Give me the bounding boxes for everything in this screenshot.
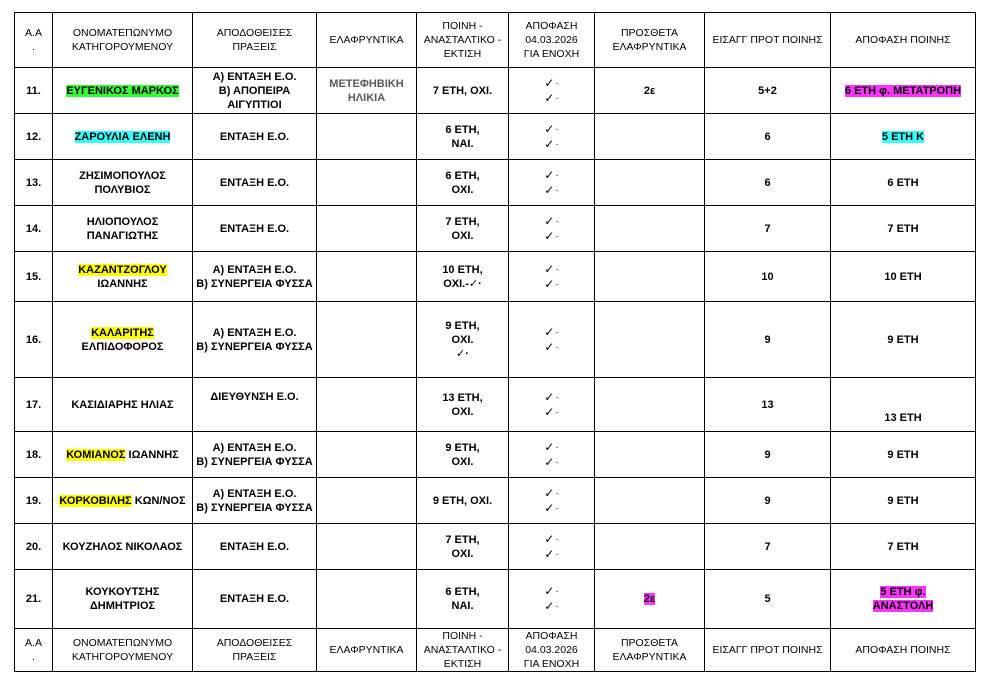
- final-sentence: [831, 378, 976, 432]
- charged-acts: Α) ΕΝΤΑΞΗ Ε.Ο. Β) ΑΠΟΠΕΙΡΑ ΑΙΓΥΠΤΙΟΙ: [193, 68, 317, 114]
- check-mark-icon: ✓ ·: [511, 486, 592, 501]
- penalty: 7 ΕΤΗ, ΟΧΙ.: [417, 206, 509, 252]
- final-sentence-value: 5 ΕΤΗ φ. ΑΝΑΣΤΟΛΗ: [872, 586, 934, 612]
- decision-checks: [509, 302, 595, 378]
- table-row: [15, 252, 976, 302]
- final-sentence: [831, 68, 976, 114]
- col-header-ext: ΕΛΑΦΡΥΝΤΙΚΑ: [317, 13, 417, 68]
- defendant-name-text: ΙΩΑΝΝΗΣ: [97, 277, 148, 290]
- defendant-name-text: ΚΩΝ/ΝΟΣ: [131, 494, 186, 507]
- check-mark-icon: ✓ ·: [511, 532, 592, 547]
- prosecutor-proposal: 5: [705, 570, 831, 629]
- charged-acts: Α) ΕΝΤΑΞΗ Ε.Ο. Β) ΣΥΝΕΡΓΕΙΑ ΦΥΣΣΑ: [193, 302, 317, 378]
- charged-acts: Α) ΕΝΤΑΞΗ Ε.Ο. Β) ΣΥΝΕΡΓΕΙΑ ΦΥΣΣΑ: [193, 252, 317, 302]
- penalty: 9 ΕΤΗ, ΟΧΙ. ✓·: [417, 302, 509, 378]
- row-number: 14.: [15, 206, 53, 252]
- extenuating-circumstances: [317, 160, 417, 206]
- check-mark-icon: ✓ ·: [511, 547, 592, 562]
- penalty: 6 ΕΤΗ, ΝΑΙ.: [417, 570, 509, 629]
- col-header-final: ΑΠΟΦΑΣΗ ΠΟΙΝΗΣ: [831, 13, 976, 68]
- extenuating-circumstances: [317, 478, 417, 524]
- charged-acts: ΕΝΤΑΞΗ Ε.Ο.: [193, 206, 317, 252]
- penalty: 10 ΕΤΗ, ΟΧΙ.-✓·: [417, 252, 509, 302]
- col-header-aa: Α.Α .: [15, 13, 53, 68]
- extra-extenuating: [595, 206, 705, 252]
- check-mark-icon: ✓ ·: [511, 91, 592, 106]
- extenuating-circumstances: ΜΕΤΕΦΗΒΙΚΗ ΗΛΙΚΙΑ: [317, 68, 417, 114]
- decision-checks: [509, 160, 595, 206]
- table-row: [15, 160, 976, 206]
- row-number: 12.: [15, 114, 53, 160]
- defendant-name-text: ΚΟΥΚΟΥΤΣΗΣ ΔΗΜΗΤΡΙΟΣ: [85, 586, 160, 612]
- prosecutor-proposal: 5+2: [705, 68, 831, 114]
- check-mark-icon: ✓ ·: [511, 76, 592, 91]
- penalty: 13 ΕΤΗ, ΟΧΙ.: [417, 378, 509, 432]
- col-header-prosecutor: ΕΙΣΑΓΓ ΠΡΟΤ ΠΟΙΝΗΣ: [705, 13, 831, 68]
- extra-extenuating-value: 2ε: [643, 593, 656, 605]
- final-sentence-value: 5 ΕΤΗ Κ: [881, 130, 925, 143]
- prosecutor-proposal: 7: [705, 524, 831, 570]
- decision-checks: [509, 570, 595, 629]
- col-footer-ext: ΕΛΑΦΡΥΝΤΙΚΑ: [317, 629, 417, 672]
- extenuating-circumstances: [317, 432, 417, 478]
- extra-extenuating: [595, 252, 705, 302]
- final-sentence-value: 7 ΕΤΗ: [887, 222, 919, 235]
- final-sentence: [831, 478, 976, 524]
- extenuating-circumstances: [317, 570, 417, 629]
- check-mark-icon: ✓ ·: [511, 229, 592, 244]
- check-mark-icon: ✓ ·: [511, 277, 592, 292]
- check-mark-icon: ✓ ·: [511, 584, 592, 599]
- header-row-top: [15, 13, 976, 68]
- extenuating-circumstances: [317, 378, 417, 432]
- final-sentence-value: 9 ΕΤΗ: [887, 494, 919, 507]
- defendant-name: [53, 478, 193, 524]
- charged-acts: ΕΝΤΑΞΗ Ε.Ο.: [193, 524, 317, 570]
- final-sentence-value: 9 ΕΤΗ: [887, 333, 919, 346]
- table-row: [15, 378, 976, 432]
- prosecutor-proposal: 10: [705, 252, 831, 302]
- final-sentence-value: 10 ΕΤΗ: [884, 270, 922, 283]
- table-row: [15, 114, 976, 160]
- extra-extenuating: [595, 478, 705, 524]
- charged-acts: ΕΝΤΑΞΗ Ε.Ο.: [193, 570, 317, 629]
- defendant-name-highlighted: ΚΟΡΚΟΒΙΛΗΣ: [59, 494, 132, 507]
- row-number: 20.: [15, 524, 53, 570]
- row-number: 15.: [15, 252, 53, 302]
- defendant-name: [53, 160, 193, 206]
- extra-extenuating: [595, 302, 705, 378]
- table-row: [15, 524, 976, 570]
- decision-checks: [509, 524, 595, 570]
- prosecutor-proposal: 6: [705, 160, 831, 206]
- extra-extenuating: [595, 68, 705, 114]
- charged-acts: Α) ΕΝΤΑΞΗ Ε.Ο. Β) ΣΥΝΕΡΓΕΙΑ ΦΥΣΣΑ: [193, 478, 317, 524]
- table-row: [15, 68, 976, 114]
- extra-extenuating: [595, 432, 705, 478]
- decision-checks: [509, 68, 595, 114]
- final-sentence: [831, 432, 976, 478]
- charged-acts: ΕΝΤΑΞΗ Ε.Ο.: [193, 114, 317, 160]
- penalty: 6 ΕΤΗ, ΟΧΙ.: [417, 160, 509, 206]
- defendant-name: [53, 432, 193, 478]
- charged-acts: ΕΝΤΑΞΗ Ε.Ο.: [193, 160, 317, 206]
- defendant-name-text: ΚΟΥΖΗΛΟΣ ΝΙΚΟΛΑΟΣ: [62, 540, 183, 553]
- header-row-bottom: [15, 629, 976, 672]
- penalty: 7 ΕΤΗ, ΟΧΙ.: [417, 524, 509, 570]
- charged-acts: Α) ΕΝΤΑΞΗ Ε.Ο. Β) ΣΥΝΕΡΓΕΙΑ ΦΥΣΣΑ: [193, 432, 317, 478]
- defendant-name: [53, 302, 193, 378]
- prosecutor-proposal: 9: [705, 478, 831, 524]
- row-number: 13.: [15, 160, 53, 206]
- defendant-name: [53, 570, 193, 629]
- row-number: 16.: [15, 302, 53, 378]
- final-sentence: [831, 160, 976, 206]
- extra-extenuating: [595, 524, 705, 570]
- col-header-acts: ΑΠΟΔΟΘΕΙΣΕΣ ΠΡΑΞΕΙΣ: [193, 13, 317, 68]
- extra-extenuating: [595, 378, 705, 432]
- col-footer-acts: ΑΠΟΔΟΘΕΙΣΕΣ ΠΡΑΞΕΙΣ: [193, 629, 317, 672]
- penalty: 9 ΕΤΗ, ΟΧΙ.: [417, 432, 509, 478]
- prosecutor-proposal: 7: [705, 206, 831, 252]
- col-footer-prosecutor: ΕΙΣΑΓΓ ΠΡΟΤ ΠΟΙΝΗΣ: [705, 629, 831, 672]
- col-header-decision: ΑΠΟΦΑΣΗ 04.03.2026 ΓΙΑ ΕΝΟΧΗ: [509, 13, 595, 68]
- row-number: 17.: [15, 378, 53, 432]
- check-mark-icon: ✓ ·: [511, 137, 592, 152]
- defendant-name: [53, 206, 193, 252]
- col-header-name: ΟΝΟΜΑΤΕΠΩΝΥΜΟ ΚΑΤΗΓΟΡΟΥΜΕΝΟΥ: [53, 13, 193, 68]
- defendant-name: [53, 524, 193, 570]
- decision-checks: [509, 252, 595, 302]
- defendant-name-text: ΗΛΙΟΠΟΥΛΟΣ ΠΑΝΑΓΙΩΤΗΣ: [86, 215, 159, 242]
- table-row: [15, 302, 976, 378]
- final-sentence: [831, 114, 976, 160]
- check-mark-icon: ✓ ·: [511, 122, 592, 137]
- check-mark-icon: ✓ ·: [511, 168, 592, 183]
- check-mark-icon: ✓ ·: [511, 599, 592, 614]
- check-mark-icon: ✓ ·: [511, 390, 592, 405]
- table-row: [15, 570, 976, 629]
- defendant-name: [53, 378, 193, 432]
- penalty: 7 ΕΤΗ, ΟΧΙ.: [417, 68, 509, 114]
- final-sentence-value: 6 ΕΤΗ: [887, 176, 919, 189]
- table-row: [15, 478, 976, 524]
- check-mark-icon: ✓ ·: [511, 501, 592, 516]
- table-row: [15, 206, 976, 252]
- col-header-extra-ext: ΠΡΟΣΘΕΤΑ ΕΛΑΦΡΥΝΤΙΚΑ: [595, 13, 705, 68]
- final-sentence-value: 6 ΕΤΗ φ. ΜΕΤΑΤΡΟΠΗ: [844, 84, 962, 97]
- defendant-name-text: ΚΑΣΙΔΙΑΡΗΣ ΗΛΙΑΣ: [71, 398, 174, 411]
- col-footer-penalty: ΠΟΙΝΗ - ΑΝΑΣΤΑΛΤΙΚΟ - ΕΚΤΙΣΗ: [417, 629, 509, 672]
- col-footer-aa: Α.Α .: [15, 629, 53, 672]
- check-mark-icon: ✓ ·: [511, 214, 592, 229]
- defendant-name-highlighted: ΚΑΛΑΡΙΤΗΣ: [91, 326, 154, 339]
- final-sentence: [831, 570, 976, 629]
- defendant-name: [53, 68, 193, 114]
- final-sentence-value: 13 ΕΤΗ: [884, 412, 922, 424]
- final-sentence: [831, 252, 976, 302]
- defendant-name-highlighted: ΖΑΡΟΥΛΙΑ ΕΛΕΝΗ: [74, 130, 171, 143]
- final-sentence: [831, 206, 976, 252]
- defendant-name: [53, 252, 193, 302]
- table-row: [15, 432, 976, 478]
- row-number: 19.: [15, 478, 53, 524]
- extra-extenuating: [595, 160, 705, 206]
- defendant-name-highlighted: ΕΥΓΕΝΙΚΟΣ ΜΑΡΚΟΣ: [66, 84, 179, 97]
- extenuating-circumstances: [317, 206, 417, 252]
- decision-checks: [509, 114, 595, 160]
- penalty: 9 ΕΤΗ, ΟΧΙ.: [417, 478, 509, 524]
- prosecutor-proposal: 9: [705, 302, 831, 378]
- decision-checks: [509, 478, 595, 524]
- col-footer-extra-ext: ΠΡΟΣΘΕΤΑ ΕΛΑΦΡΥΝΤΙΚΑ: [595, 629, 705, 672]
- defendant-name: [53, 114, 193, 160]
- defendant-name-text: ΖΗΣΙΜΟΠΟΥΛΟΣ ΠΟΛΥΒΙΟΣ: [79, 169, 166, 196]
- check-mark-icon: ✓ ·: [511, 325, 592, 340]
- charged-acts: ΔΙΕΥΘΥΝΣΗ Ε.Ο.: [193, 378, 317, 432]
- final-sentence: [831, 302, 976, 378]
- check-mark-icon: ✓ ·: [511, 440, 592, 455]
- row-number: 21.: [15, 570, 53, 629]
- check-mark-icon: ✓ ·: [511, 183, 592, 198]
- final-sentence-value: 9 ΕΤΗ: [887, 448, 919, 461]
- final-sentence: [831, 524, 976, 570]
- col-footer-decision: ΑΠΟΦΑΣΗ 04.03.2026 ΓΙΑ ΕΝΟΧΗ: [509, 629, 595, 672]
- defendant-name-text: ΙΩΑΝΝΗΣ: [125, 448, 179, 461]
- prosecutor-proposal: 6: [705, 114, 831, 160]
- extenuating-circumstances: [317, 252, 417, 302]
- table-body: [15, 68, 976, 629]
- extra-extenuating: [595, 114, 705, 160]
- extra-extenuating-value: 2ε: [643, 84, 656, 97]
- defendant-name-text: ΕΛΠΙΔΟΦΟΡΟΣ: [81, 340, 164, 353]
- check-mark-icon: ✓ ·: [511, 455, 592, 470]
- penalty: 6 ΕΤΗ, ΝΑΙ.: [417, 114, 509, 160]
- extenuating-circumstances: [317, 114, 417, 160]
- defendant-name-highlighted: ΚΟΜΙΑΝΟΣ: [66, 448, 126, 461]
- extenuating-circumstances: [317, 302, 417, 378]
- row-number: 18.: [15, 432, 53, 478]
- prosecutor-proposal: 13: [705, 378, 831, 432]
- decision-checks: [509, 378, 595, 432]
- check-mark-icon: ✓ ·: [511, 340, 592, 355]
- col-header-penalty: ΠΟΙΝΗ - ΑΝΑΣΤΑΛΤΙΚΟ - ΕΚΤΙΣΗ: [417, 13, 509, 68]
- decision-checks: [509, 206, 595, 252]
- check-mark-icon: ✓ ·: [511, 405, 592, 420]
- col-footer-name: ΟΝΟΜΑΤΕΠΩΝΥΜΟ ΚΑΤΗΓΟΡΟΥΜΕΝΟΥ: [53, 629, 193, 672]
- extra-extenuating: [595, 570, 705, 629]
- extenuating-circumstances: [317, 524, 417, 570]
- defendant-name-highlighted: ΚΑΖΑΝΤΖΟΓΛΟΥ: [78, 263, 167, 276]
- col-footer-final: ΑΠΟΦΑΣΗ ΠΟΙΝΗΣ: [831, 629, 976, 672]
- final-sentence-value: 7 ΕΤΗ: [887, 540, 919, 553]
- check-mark-icon: ✓ ·: [511, 262, 592, 277]
- prosecutor-proposal: 9: [705, 432, 831, 478]
- sentencing-table: [14, 12, 976, 672]
- decision-checks: [509, 432, 595, 478]
- row-number: 11.: [15, 68, 53, 114]
